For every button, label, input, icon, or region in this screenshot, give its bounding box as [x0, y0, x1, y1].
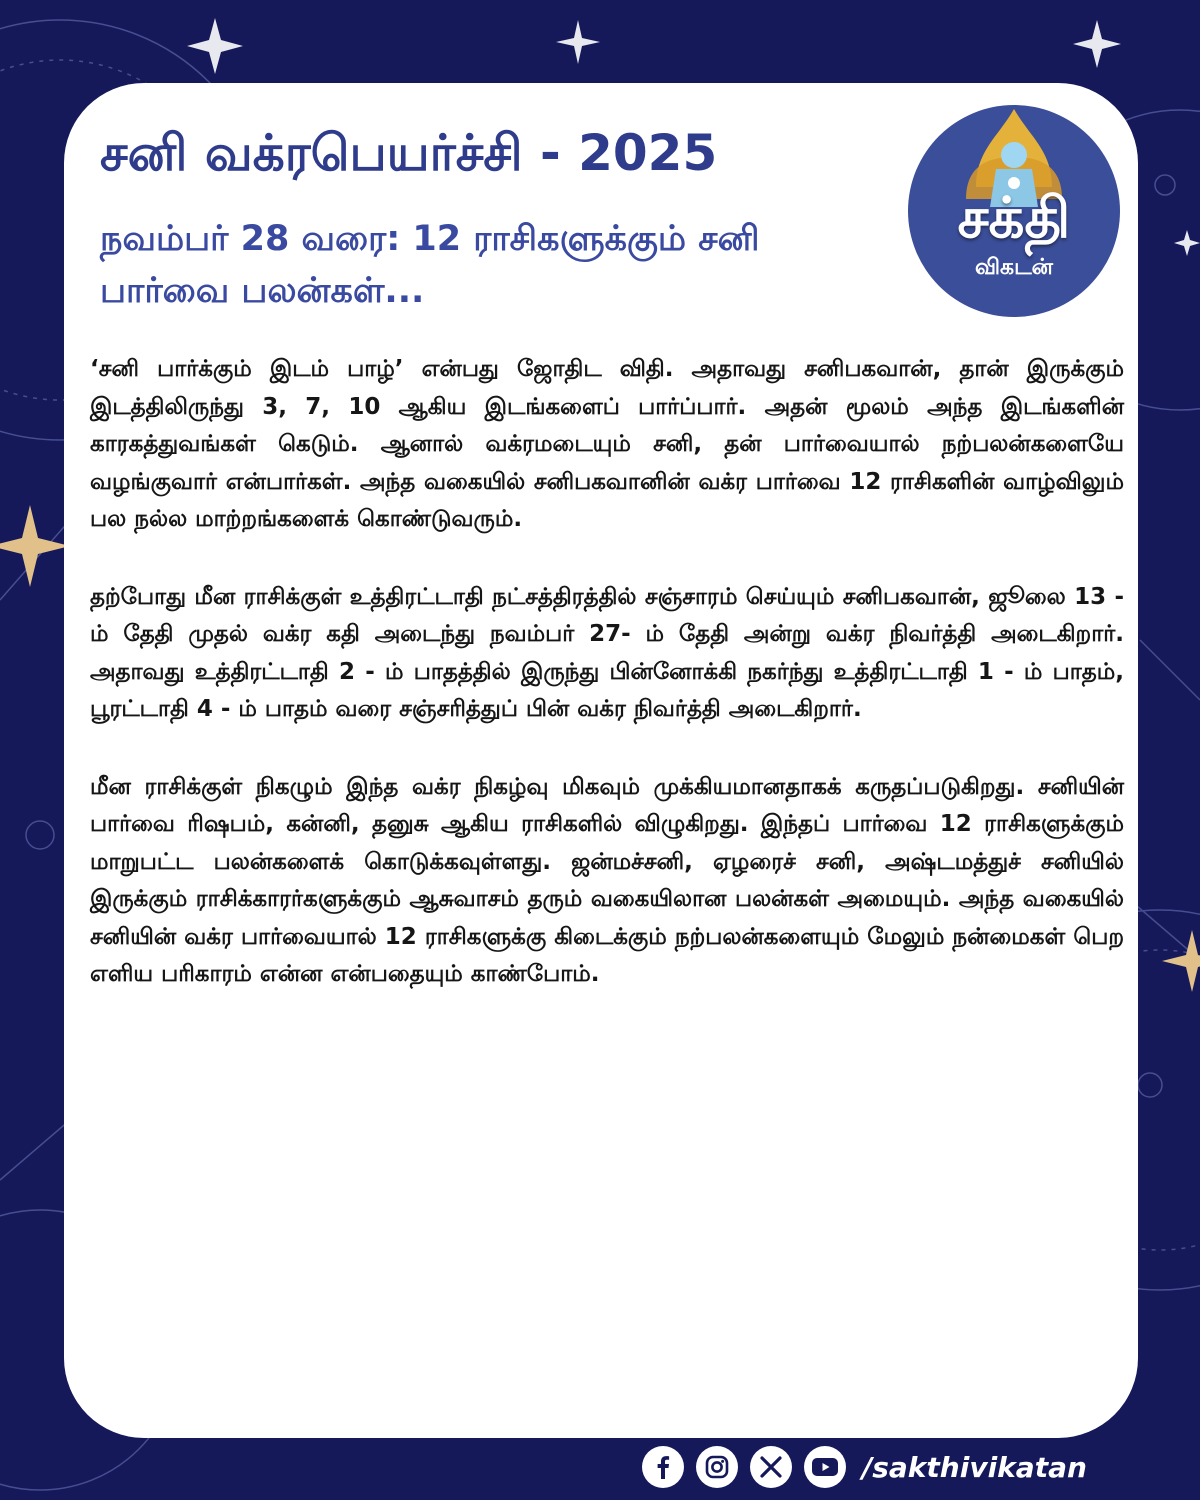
sakthi-vikatan-logo [906, 103, 1122, 319]
x-icon[interactable] [750, 1446, 792, 1488]
content-card [64, 83, 1138, 1438]
logo-sub-text: விகடன் [975, 255, 1053, 280]
instagram-icon[interactable] [696, 1446, 738, 1488]
social-bar [642, 1445, 1087, 1489]
youtube-icon[interactable] [804, 1446, 846, 1488]
social-handle[interactable]: /sakthivikatan [862, 1450, 1087, 1484]
paragraph: மீன ராசிக்குள் நிகழும் இந்த வக்ர நிகழ்வு மிகவும் முக்கியமானதாகக் கருதப்படுகிறது. சனியின் பார்வை ரிஷபம், கன்னி, தனுசு ஆகிய ராசிகளில் விழுகிறது. இந்தப் பார்வை 12 ராசிகளுக்கும் மாறுபட்ட பலன்களைக் கொடுக்கவுள்ளது. ஜன்மச்சனி, ஏழரைச் சனி, அஷ்டமத்துச் சனியில் இருக்கும் ராசிக்காரர்களுக்கும் ஆசுவாசம் தரும் வகையிலான பலன்கள் அமையும். அந்த வகையில் சனியின் வக்ர பார்வையால் 12 ராசிகளுக்கு கிடைக்கும் நற்பலன்களையும் மேலும் நன்மைகள் பெற எளிய பரிகாரம் என்ன என்பதையும் காண்போம். [90, 773, 1124, 987]
article-body [90, 351, 1124, 1034]
paragraph: தற்போது மீன ராசிக்குள் உத்திரட்டாதி நட்சத்திரத்தில் சஞ்சாரம் செய்யும் சனிபகவான், ஜூலை 13 - ம் தேதி முதல் வக்ர கதி அடைந்து நவம்பர் 27- ம் தேதி அன்று வக்ர நிவர்த்தி அடைகிறார். அதாவது உத்திரட்டாதி 2 - ம் பாதத்தில் இருந்து பின்னோக்கி நகர்ந்து உத்திரட்டாதி 1 - ம் பாதம், பூரட்டாதி 4 - ம் பாதம் வரை சஞ்சரித்துப் பின் வக்ர நிவர்த்தி அடைகிறார். [90, 583, 1124, 722]
page-subtitle: நவம்பர் 28 வரை: 12 ராசிகளுக்கும் சனி பார்வை பலன்கள்... [100, 219, 760, 311]
logo-main-text: சக்தி [957, 186, 1071, 251]
facebook-icon[interactable] [642, 1446, 684, 1488]
page-title: சனி வக்ரபெயர்ச்சி - 2025 [100, 124, 718, 182]
paragraph: ‘சனி பார்க்கும் இடம் பாழ்’ என்பது ஜோதிட விதி. அதாவது சனிபகவான், தான் இருக்கும் இடத்திலிருந்து 3, 7, 10 ஆகிய இடங்களைப் பார்ப்பார். அதன் மூலம் அந்த இடங்களின் காரகத்துவங்கள் கெடும். ஆனால் வக்ரமடையும் சனி, தன் பார்வையால் நற்பலன்களையே வழங்குவார் என்பார்கள். அந்த வகையில் சனிபகவானின் வக்ர பார்வை 12 ராசிகளின் வாழ்விலும் பல நல்ல மாற்றங்களைக் கொண்டுவரும். [90, 356, 1124, 532]
